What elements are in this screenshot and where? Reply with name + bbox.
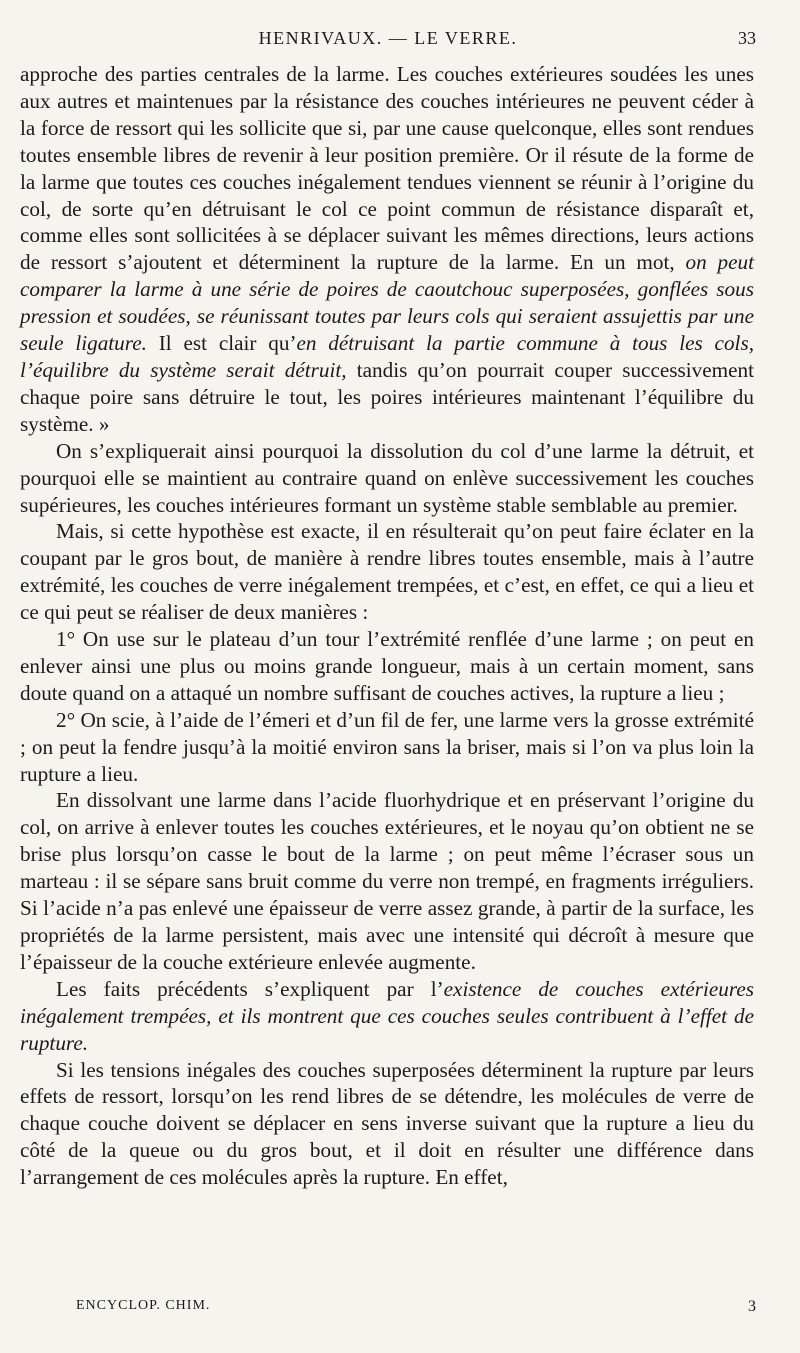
- paragraph-1-italic-b: on peut comparer la larme à une série de poires de caoutchouc superposées, gonflées sous pression et soudées, se réunissant toutes par leurs cols qui seraient assujettis par une seule ligature.: [20, 250, 754, 356]
- paragraph-7-text-a: Les faits précédents s’expliquent par l’: [56, 976, 444, 1001]
- sheet-number: 3: [748, 1298, 756, 1315]
- page-footer: [20, 1298, 756, 1322]
- paragraph-7: [20, 976, 754, 1057]
- paragraph-5-item-2: 2° On scie, à l’aide de l’émeri et d’un fil de fer, une larme vers la grosse extrémité ; on peut la fendre jusqu’à la moitié environ sans la briser, mais si l’on va plus loin la rupture a lieu.: [20, 707, 754, 786]
- paragraph-1-text-c: Il est clair qu’: [146, 331, 297, 356]
- paragraph-2: On s’expliquerait ainsi pourquoi la dissolution du col d’une larme la détruit, et pourquoi elle se maintient au contraire quand on enlève successivement les couches supérieures, les couches intérieures formant un système stable semblable au premier.: [20, 438, 754, 517]
- paragraph-6: En dissolvant une larme dans l’acide fluorhydrique et en préservant l’origine du col, on arrive à enlever toutes les couches extérieures, et le noyau qu’on obtient ne se brise plus lorsqu’on casse le bout de la larme ; on peut même l’écraser sous un marteau : il se sépare sans bruit comme du verre non trempé, en fragments irréguliers. Si l’acide n’a pas enlevé une épaisseur de verre assez grande, à partir de la surface, les propriétés de la larme persistent, mais avec une intensité qui décroît à mesure que l’épaisseur de la couche extérieure enlevée augmente.: [20, 788, 754, 974]
- body-text: [20, 61, 754, 1191]
- paragraph-3: Mais, si cette hypothèse est exacte, il en résulterait qu’on peut faire éclater en la coupant par le gros bout, de manière à rendre libres toutes ensemble, mais à l’autre extrémité, les couches de verre inégalement trempées, et c’est, en effet, ce qui a lieu et ce qui peut se réaliser de deux manières :: [20, 519, 754, 625]
- page-number: 33: [738, 28, 756, 48]
- paragraph-1-italic-d: en détruisant la partie commune à tous les cols, l’équilibre du système serait détruit,: [20, 331, 754, 382]
- running-head: HENRIVAUX. — LE VERRE.: [258, 28, 518, 48]
- paragraph-4-item-1: 1° On use sur le plateau d’un tour l’extrémité renflée d’une larme ; on peut en enlever ainsi une plus ou moins grande longueur, mais à un certain moment, sans doute quand on a attaqué un nombre suffisant de couches actives, la rupture a lieu ;: [20, 627, 754, 705]
- paragraph-1-text-a: approche des parties centrales de la larme. Les couches extérieures soudées les unes aux autres et maintenues par la résistance des couches intérieures ne peuvent céder à la force de ressort qui les sollicite que si, par une cause quelconque, elles sont rendues toutes ensemble libres de revenir à leur position première. Or il résute de la forme de la larme que toutes ces couches inégalement tendues viennent se réunir à l’origine du col, de sorte qu’en détruisant le col ce point commun de résistance disparaît et, comme elles sont sollicitées à se déplacer suivant les mêmes directions, leurs actions de ressort s’ajoutent et déterminent la rupture de la larme. En un mot,: [20, 62, 754, 275]
- page-header: [20, 28, 756, 56]
- paragraph-1-text-e: tandis qu’on pourrait couper successivement chaque poire sans détruire le tout, les poires intérieures maintenant l’équilibre du système. »: [20, 357, 754, 436]
- paragraph-7-italic-b: existence de couches extérieures inégalement trempées, et ils montrent que ces couches seules contribuent à l’effet de rupture.: [20, 976, 754, 1055]
- printer-signature: ENCYCLOP. CHIM.: [76, 1298, 211, 1313]
- paragraph-8: Si les tensions inégales des couches superposées déterminent la rupture par leurs effets de ressort, lorsqu’on les rend libres de se détendre, les molécules de verre de chaque couche doivent se déplacer en sens inverse suivant que la rupture a lieu du côté de la queue ou du gros bout, et il doit en résulter une différence dans l’arrangement de ces molécules après la rupture. En effet,: [20, 1057, 754, 1190]
- paragraph-1: [20, 61, 754, 438]
